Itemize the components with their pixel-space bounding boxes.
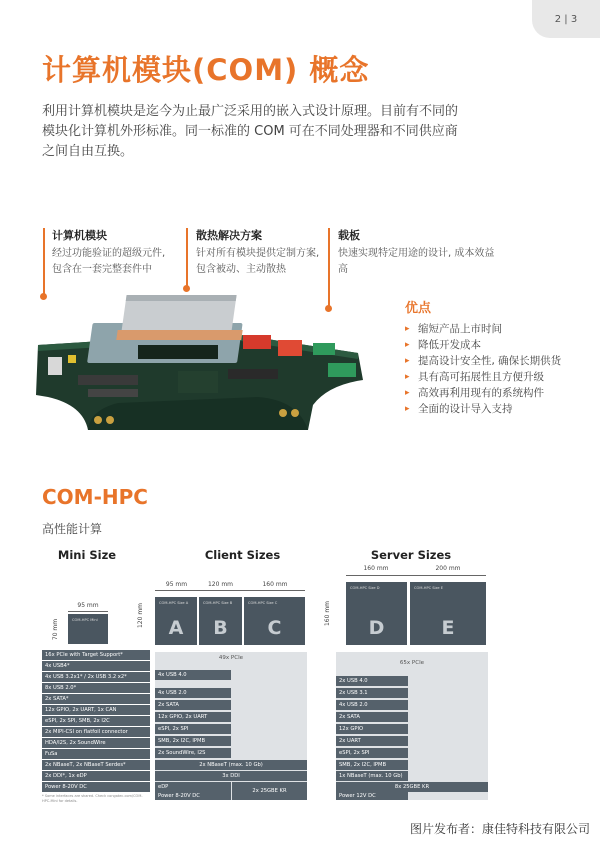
mini-feature: 4x USB 3.2x1* / 2x USB 3.2 x2* <box>42 672 150 682</box>
arrow-icon: ▸ <box>405 340 410 350</box>
mini-feature: Power 8-20V DC <box>42 782 150 792</box>
mini-feature: 4x USB4* <box>42 661 150 671</box>
server-sizes-heading: Server Sizes <box>370 548 452 562</box>
client-pcie: 49x PCIe <box>218 655 244 661</box>
advantage-item: ▸ 降低开发成本 <box>405 339 481 351</box>
callout-com-text: 经过功能验证的超级元件, 包含在一套完整套件中 <box>52 248 166 275</box>
client-feature: 2x SoundWire, I2S <box>155 748 231 758</box>
arrow-icon: ▸ <box>405 388 410 398</box>
server-height-label: 160 mm <box>324 600 332 627</box>
server-module-d <box>346 582 407 645</box>
arrow-icon: ▸ <box>405 372 410 382</box>
callout-com <box>52 227 177 278</box>
intro-paragraph: 利用计算机模块是迄今为止最广泛采用的嵌入式设计原理。目前有不同的模块化计算机外形标准。同一标准的 COM 可在不同处理器和不同供应商之间自由互换。 <box>42 104 459 159</box>
server-feature: 2x USB 4.0 <box>336 676 408 686</box>
module-e-label: COM-HPC Size E <box>414 586 444 590</box>
mini-feature: 8x USB 2.0* <box>42 683 150 693</box>
arrow-icon: ▸ <box>405 404 410 414</box>
client-module-b <box>199 597 242 645</box>
client-width-a: 95 mm <box>165 581 188 588</box>
server-width-e: 200 mm <box>435 565 461 572</box>
arrow-icon: ▸ <box>405 324 410 334</box>
module-a-letter: A <box>168 617 184 639</box>
server-power: Power 12V DC <box>336 792 408 800</box>
callout-carrier-title: 载板 <box>338 229 360 242</box>
advantage-item: ▸ 缩短产品上市时间 <box>405 323 502 335</box>
com-hpc-subtitle: 高性能计算 <box>42 522 103 536</box>
module-b-label: COM-HPC Size B <box>203 601 233 605</box>
server-feature: 12x GPIO <box>336 724 408 734</box>
client-sizes-heading: Client Sizes <box>204 548 281 562</box>
client-feature: 4x USB 4.0 <box>155 670 231 680</box>
callout-thermal-title: 散热解决方案 <box>196 229 262 242</box>
page-number: 2 | 3 <box>532 0 600 38</box>
image-credit: 图片发布者：康佳特科技有限公司 <box>409 822 590 836</box>
module-e-letter: E <box>441 617 455 639</box>
mini-height-label: 70 mm <box>52 618 60 641</box>
callout-carrier-text: 快速实现特定用途的设计, 成本效益高 <box>338 248 495 275</box>
server-feature: eSPI, 2x SPI <box>336 748 408 758</box>
mini-feature-table <box>42 650 150 802</box>
client-module-a <box>155 597 197 645</box>
module-d-letter: D <box>368 617 385 639</box>
mini-feature: 2x DDI*, 1x eDP <box>42 771 150 781</box>
server-feature: 4x USB 2.0 <box>336 700 408 710</box>
server-feature: 2x UART <box>336 736 408 746</box>
mini-feature: 2x MIPI-CSI on flatfoil connector <box>42 727 150 737</box>
client-width-c: 160 mm <box>262 581 288 588</box>
mini-feature: FuSa <box>42 749 150 759</box>
mini-size-heading: Mini Size <box>57 548 117 562</box>
client-ddi: 3x DDI <box>155 771 307 781</box>
server-feature: 1x NBaseT (max. 10 Gb) <box>336 771 408 781</box>
client-feature: SMB, 2x I2C, IPMB <box>155 736 231 746</box>
server-module-e <box>410 582 486 645</box>
server-feature: SMB, 2x I2C, IPMB <box>336 760 408 770</box>
client-feature: eSPI, 2x SPI <box>155 724 231 734</box>
module-a-label: COM-HPC Size A <box>159 601 189 605</box>
advantage-item: ▸ 提高设计安全性, 确保长期供货 <box>405 355 562 367</box>
client-height-label: 120 mm <box>137 602 145 629</box>
client-feature: 2x SATA <box>155 700 231 710</box>
arrow-icon: ▸ <box>405 356 410 366</box>
server-feature: 2x SATA <box>336 712 408 722</box>
mini-feature: 12x GPIO, 2x UART, 1x CAN <box>42 705 150 715</box>
callout-carrier <box>338 227 498 278</box>
server-feature-table <box>336 652 488 800</box>
client-gbe: 2x 25GBE KR <box>232 782 307 800</box>
client-module-c <box>244 597 305 645</box>
callout-thermal-line <box>186 228 188 288</box>
mini-feature: 2x NBaseT, 2x NBaseT Serdes* <box>42 760 150 770</box>
client-width-line <box>155 590 305 591</box>
com-hpc-title: COM-HPC <box>42 485 148 509</box>
page-title: 计算机模块(COM) 概念 <box>42 53 370 87</box>
mini-feature: HDA/I2S, 2x SoundWire <box>42 738 150 748</box>
server-width-d: 160 mm <box>363 565 389 572</box>
client-feature: 12x GPIO, 2x UART <box>155 712 231 722</box>
callout-thermal-text: 针对所有模块提供定制方案, 包含被动、主动散热 <box>196 248 320 275</box>
com-board-illustration <box>28 285 373 430</box>
client-feature-table <box>155 652 307 800</box>
mini-width-label: 95 mm <box>77 602 99 609</box>
advantage-item: ▸ 全面的设计导入支持 <box>405 403 513 415</box>
advantage-item: ▸ 具有高可拓展性且方便升级 <box>405 371 544 383</box>
mini-module <box>68 614 108 644</box>
client-nbaset: 2x NBaseT (max. 10 Gb) <box>155 760 307 770</box>
module-c-label: COM-HPC Size C <box>248 601 278 605</box>
client-power: Power 8-20V DC <box>155 792 231 800</box>
mini-feature: eSPI, 2x SPI, SMB, 2x I2C <box>42 716 150 726</box>
mini-module-label: COM-HPC Mini <box>72 618 98 622</box>
client-width-b: 120 mm <box>207 581 234 588</box>
mini-width-line <box>68 611 108 612</box>
advantage-item: ▸ 高效再利用现有的系统构件 <box>405 387 544 399</box>
mini-footnote: * Some interfaces are shared. Check congatec.com/COM-HPC-Mini for details. <box>42 794 143 803</box>
callout-thermal <box>196 227 326 278</box>
advantages-title: 优点 <box>405 301 432 316</box>
client-edp: eDP <box>155 782 231 792</box>
module-b-letter: B <box>213 617 228 639</box>
callout-com-title: 计算机模块 <box>52 229 107 242</box>
advantages-list <box>405 322 575 418</box>
server-gbe: 8x 25GBE KR <box>336 782 488 792</box>
mini-feature: 16x PCIe with Target Support* <box>42 650 150 660</box>
module-d-label: COM-HPC Size D <box>350 586 380 590</box>
server-feature: 2x USB 3.1 <box>336 688 408 698</box>
mini-feature: 2x SATA* <box>42 694 150 704</box>
server-width-line <box>346 575 486 576</box>
client-feature: 4x USB 2.0 <box>155 688 231 698</box>
server-pcie: 65x PCIe <box>399 660 425 666</box>
module-c-letter: C <box>267 617 282 639</box>
